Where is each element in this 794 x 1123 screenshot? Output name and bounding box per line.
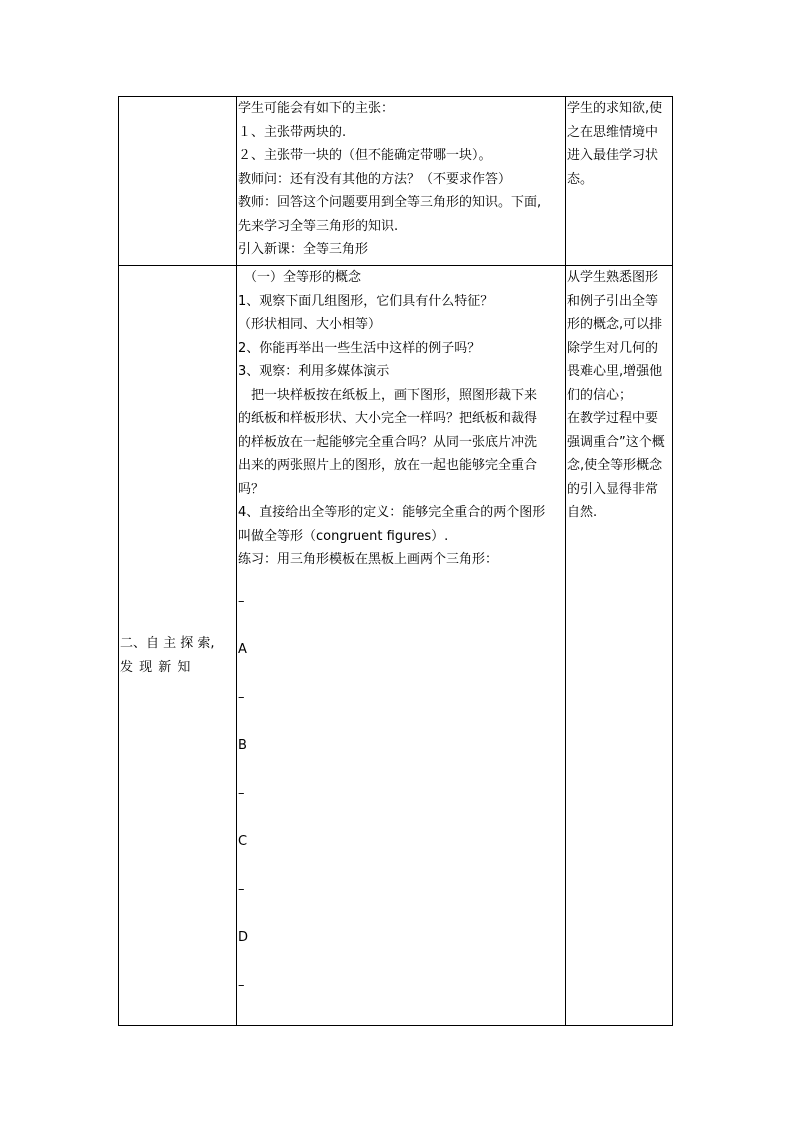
- text-line: 念,使全等形概念: [567, 458, 663, 473]
- text-line: 的样板放在一起能够完全重合吗？从同一张底片冲洗: [238, 434, 538, 450]
- text-line: 1、观察下面几组图形，它们具有什么特征？: [238, 293, 494, 309]
- text-line: 强调重合”这个概: [567, 434, 665, 450]
- figure-line: –: [238, 881, 245, 897]
- text-line: 教师：回答这个问题要用到全等三角形的知识。下面,: [238, 195, 542, 210]
- text-line: 的引入显得非常: [567, 481, 659, 497]
- text-line: 态。: [567, 171, 594, 187]
- text-line: 引入新课：全等三角形: [238, 242, 369, 257]
- text-line: 的纸板和样板形状、大小完全一样吗？把纸板和裁得: [238, 411, 538, 426]
- text-line: 练习：用三角形模板在黑板上画两个三角形：: [238, 552, 499, 567]
- text-line: １、主张带两块的.: [238, 124, 347, 140]
- text-line: 们的信心；: [567, 387, 633, 403]
- figure-label: C: [238, 833, 248, 849]
- activity-cell: [237, 266, 566, 1026]
- figure-label: A: [238, 641, 247, 657]
- text-line: 学生可能会有如下的主张：: [238, 101, 395, 116]
- text-line: 之在思维情境中: [567, 124, 659, 140]
- section-title: 二、自 主 探 索,: [120, 636, 215, 651]
- figure-label: D: [238, 929, 249, 945]
- design-intent-cell: [566, 266, 673, 1026]
- text-line: 从学生熟悉图形: [567, 270, 659, 285]
- text-line: 和例子引出全等: [567, 293, 659, 309]
- figure-line: –: [238, 689, 245, 705]
- text-line: （一）全等形的概念: [244, 270, 362, 285]
- table-row: [119, 266, 673, 1026]
- text-line: 叫做全等形（congruent figures）.: [238, 528, 449, 544]
- text-line: 吗？: [238, 481, 265, 497]
- figure-label: B: [238, 737, 247, 753]
- text-line: 教师问：还有没有其他的方法？（不要求作答）: [238, 171, 512, 187]
- lesson-plan-table: [118, 96, 673, 1026]
- text-line: （形状相同、大小相等）: [238, 317, 382, 332]
- text-line: 除学生对几何的: [567, 340, 659, 356]
- text-line: 2、你能再举出一些生活中这样的例子吗？: [238, 340, 481, 356]
- section-title: 发 现 新 知: [120, 659, 192, 675]
- text-line: 进入最佳学习状: [567, 148, 659, 163]
- text-line: 先来学习全等三角形的知识.: [238, 218, 399, 234]
- text-line: 在教学过程中要: [567, 411, 659, 426]
- text-line: 4、直接给出全等形的定义：能够完全重合的两个图形: [238, 505, 546, 520]
- text-line: 自然.: [567, 505, 598, 520]
- text-line: 出来的两张照片上的图形，放在一起也能够完全重合: [238, 458, 538, 473]
- activity-cell: [237, 97, 566, 266]
- table-row: [119, 97, 673, 266]
- text-line: 形的概念,可以排: [567, 317, 663, 332]
- design-intent-cell: [566, 97, 673, 266]
- text-line: 学生的求知欲,使: [567, 101, 663, 116]
- figure-line: –: [238, 593, 245, 609]
- figure-line: –: [238, 785, 245, 801]
- figure-line: –: [238, 977, 245, 993]
- section-cell: [119, 97, 237, 266]
- text-line: ２、主张带一块的（但不能确定带哪一块）。: [238, 148, 492, 163]
- text-line: 畏难心里,增强他: [567, 364, 663, 379]
- text-line: 把一块样板按在纸板上，画下图形，照图形裁下来: [238, 387, 538, 403]
- text-line: 3、观察：利用多媒体演示: [238, 364, 390, 379]
- section-cell: [119, 266, 237, 1026]
- triangle-figure-list: [238, 578, 565, 1010]
